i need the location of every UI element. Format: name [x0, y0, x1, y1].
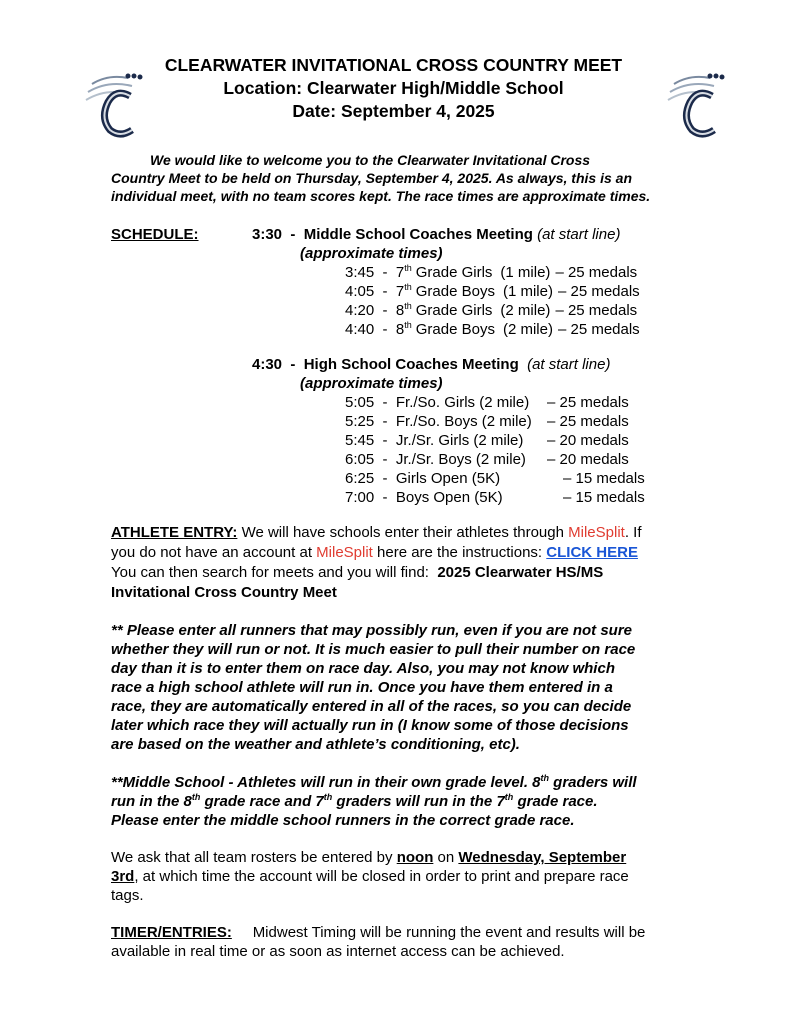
entry-label: ATHLETE ENTRY: [111, 524, 238, 541]
entry-line-1: ATHLETE ENTRY: We will have schools enter their athletes through MileSplit. If [111, 524, 642, 541]
race-name: Boys Open (5K) [395, 489, 503, 506]
race-medals: – 25 medals [557, 321, 640, 338]
note2-line-2: run in the 8th grade race and 7th graders will run in the 7th grade race. [111, 792, 598, 810]
race-grade: 7 [395, 264, 405, 281]
note1-line-3: day than it is to enter them on race day. Also, you may not know which [111, 660, 615, 677]
hs-race-row: 5:25 - Fr./So. Boys (2 mile) – 25 medals [345, 413, 629, 430]
race-medals: – 25 medals [547, 413, 629, 430]
race-medals: – 15 medals [563, 489, 645, 506]
race-distance: (2 mile) [502, 321, 553, 338]
race-medals: – 20 medals [547, 451, 629, 468]
entry-line-2: you do not have an account at MileSplit here are the instructions: CLICK HERE [111, 544, 638, 561]
race-time: 7:00 [345, 489, 375, 506]
race-time: 4:20 [345, 302, 375, 319]
race-name: Grade Boys [415, 283, 495, 300]
hs-race-row: 6:25 - Girls Open (5K) – 15 medals [345, 470, 645, 487]
hs-race-row: 7:00 - Boys Open (5K) – 15 medals [345, 489, 645, 506]
timer-line-1: TIMER/ENTRIES: Midwest Timing will be running the event and results will be [111, 924, 646, 941]
note1-line-6: later which race they will actually run in (I know some of those decisions [111, 717, 629, 734]
race-name: Girls Open (5K) [395, 470, 501, 487]
note2-line-3: Please enter the middle school runners in the correct grade race. [111, 812, 575, 829]
race-name: Grade Girls [415, 302, 493, 319]
race-grade: 7 [395, 283, 405, 300]
schedule-label: SCHEDULE: [111, 226, 199, 243]
race-medals: – 25 medals [547, 394, 629, 411]
note1-line-7: are based on the weather and athlete’s conditioning, etc). [111, 736, 520, 753]
race-distance: (1 mile) [500, 264, 551, 281]
race-time: 4:40 [345, 321, 375, 338]
deadline-date: Wednesday, September [458, 849, 627, 866]
hs-race-row: 5:05 - Fr./So. Girls (2 mile) – 25 medals [345, 394, 629, 411]
race-distance: (1 mile) [502, 283, 553, 300]
timer-label: TIMER/ENTRIES: [111, 924, 232, 941]
race-time: 3:45 [345, 264, 375, 281]
meet-name-1: 2025 Clearwater HS/MS [437, 564, 604, 581]
hs-race-row: 5:45 - Jr./Sr. Girls (2 mile) – 20 medals [345, 432, 629, 449]
welcome-line-1: We would like to welcome you to the Clearwater Invitational Cross [150, 152, 591, 168]
note2-line-1: **Middle School - Athletes will run in their own grade level. 8th graders will [111, 773, 637, 791]
race-medals: – 25 medals [555, 302, 638, 319]
race-grade: 8 [395, 321, 405, 338]
race-time: 6:05 [345, 451, 375, 468]
milesplit-link-1[interactable]: MileSplit [568, 524, 625, 541]
race-name: Fr./So. Girls (2 mile) [395, 394, 530, 411]
meet-title: CLEARWATER INVITATIONAL CROSS COUNTRY MEET [164, 55, 623, 75]
race-medals: – 25 medals [557, 283, 640, 300]
ms-race-row: 4:05 - 7th Grade Boys (1 mile) – 25 medals [345, 282, 640, 300]
race-medals: – 25 medals [555, 264, 638, 281]
rosters-line-1: We ask that all team rosters be entered by noon on Wednesday, September [111, 849, 627, 866]
ms-approx-times: (approximate times) [300, 245, 443, 262]
race-name: Grade Girls [415, 264, 493, 281]
ms-meeting: 3:30 - Middle School Coaches Meeting (at start line) [252, 226, 621, 243]
entry-line-3: You can then search for meets and you will find: 2025 Clearwater HS/MS [111, 564, 604, 581]
race-time: 5:05 [345, 394, 375, 411]
race-time: 5:25 [345, 413, 375, 430]
ms-race-row: 4:40 - 8th Grade Boys (2 mile) – 25 medals [345, 320, 640, 338]
race-medals: – 15 medals [563, 470, 645, 487]
note1-line-4: race a high school athlete will run in. Once you have them entered in a [111, 679, 613, 696]
meet-date: Date: September 4, 2025 [292, 101, 495, 121]
rosters-line-2: 3rd, at which time the account will be closed in order to print and prepare race [111, 868, 629, 885]
note1-line-5: race, they are automatically entered in all of the races, so you can decide [111, 698, 632, 715]
hs-approx-times: (approximate times) [300, 375, 443, 392]
race-name: Jr./Sr. Girls (2 mile) [395, 432, 524, 449]
ms-race-row: 3:45 - 7th Grade Girls (1 mile) – 25 medals [345, 263, 638, 281]
welcome-line-3: individual meet, with no team scores kept. The race times are approximate times. [111, 188, 651, 204]
hs-race-row: 6:05 - Jr./Sr. Boys (2 mile) – 20 medals [345, 451, 629, 468]
hs-at-start-line: (at start line) [527, 356, 611, 373]
race-name: Grade Boys [415, 321, 495, 338]
ms-at-start-line: (at start line) [537, 226, 621, 243]
race-name: Jr./Sr. Boys (2 mile) [395, 451, 526, 468]
note1-line-2: whether they will run or not. It is much easier to pull their number on race [111, 641, 636, 658]
race-name: Fr./So. Boys (2 mile) [395, 413, 532, 430]
note1-line-1: ** Please enter all runners that may possibly run, even if you are not sure [111, 622, 633, 639]
meet-location: Location: Clearwater High/Middle School [223, 78, 564, 98]
race-time: 4:05 [345, 283, 375, 300]
race-distance: (2 mile) [500, 302, 551, 319]
rosters-line-3: tags. [111, 887, 144, 904]
click-here-link[interactable]: CLICK HERE [546, 544, 638, 561]
welcome-line-2: Country Meet to be held on Thursday, September 4, 2025. As always, this is an [111, 170, 632, 186]
noon-text: noon [396, 849, 434, 866]
timer-line-2: available in real time or as soon as internet access can be achieved. [111, 943, 565, 960]
hs-meeting: 4:30 - High School Coaches Meeting (at start line) [252, 356, 611, 373]
milesplit-link-2[interactable]: MileSplit [316, 544, 373, 561]
ms-race-row: 4:20 - 8th Grade Girls (2 mile) – 25 medals [345, 301, 638, 319]
race-grade: 8 [395, 302, 405, 319]
meet-name-2: Invitational Cross Country Meet [111, 584, 337, 601]
race-time: 6:25 [345, 470, 375, 487]
race-medals: – 20 medals [547, 432, 629, 449]
race-time: 5:45 [345, 432, 375, 449]
